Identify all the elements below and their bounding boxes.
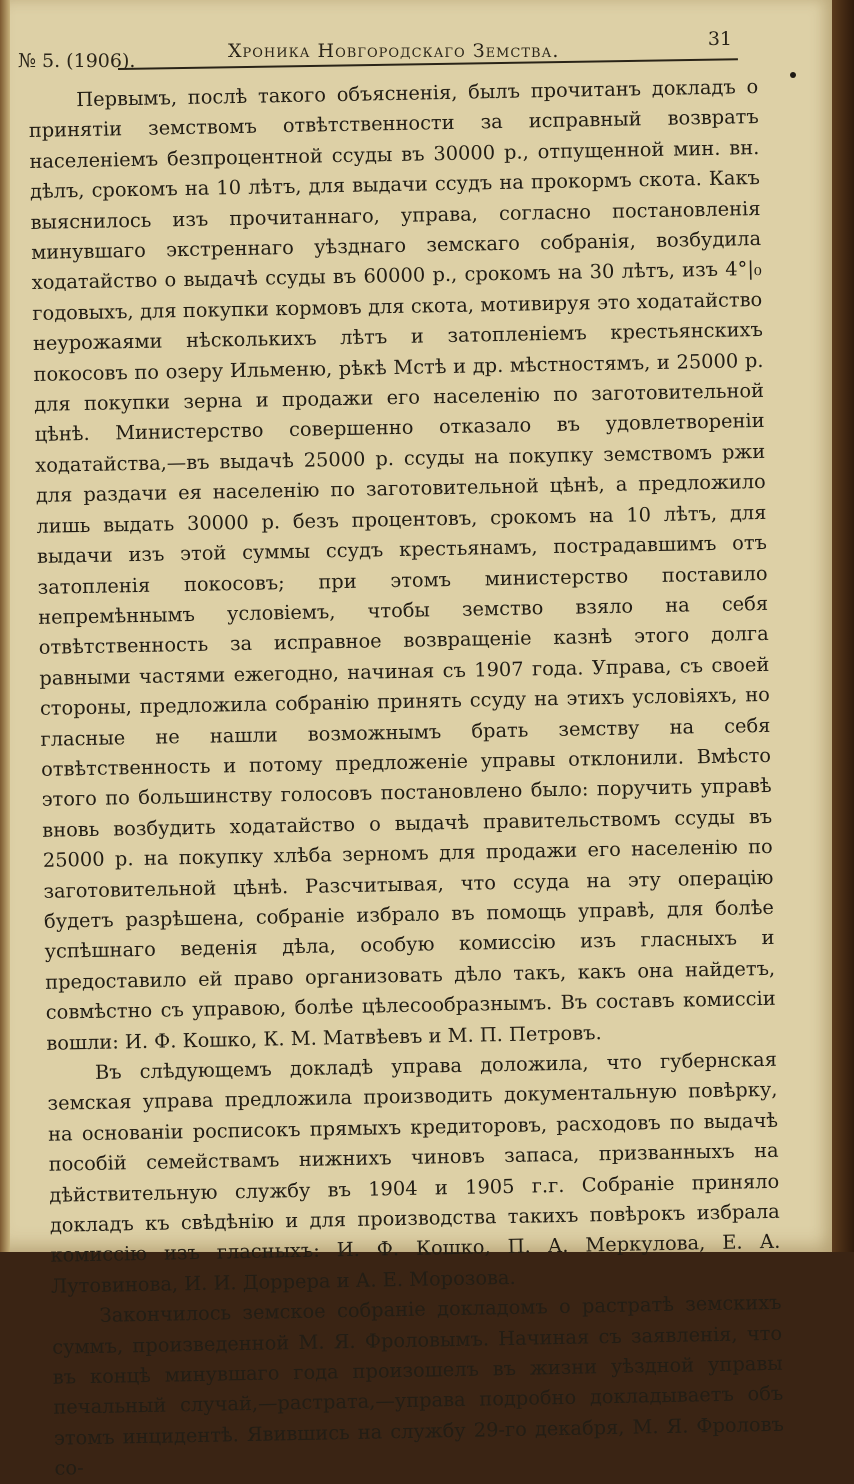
page-header	[18, 28, 738, 74]
paragraph-loan-report: Первымъ, послѣ такого объясненія, былъ прочитанъ докладъ о принятіи земствомъ отвѣтственности за исправный возвратъ населеніемъ безпроцентной ссуды въ 30000 р., отпущенной мин. вн. дѣлъ, срокомъ на 10 лѣтъ, для выдачи ссудъ на прокормъ скота. Какъ выяснилось изъ прочитаннаго, управа, согласно постановленія минувшаго экстреннаго уѣзднаго земскаго собранія, возбудила ходатайство о выдачѣ ссуды въ 60000 р., срокомъ на 30 лѣтъ, изъ 4°|₀ годовыхъ, для покупки кормовъ для скота, мотивируя это ходатайство неурожаями нѣсколькихъ лѣтъ и затопленіемъ крестьянскихъ покосовъ по озеру Ильменю, рѣкѣ Мстѣ и др. мѣстностямъ, и 25000 р. для покупки зерна и продажи его населенію по заготовительной цѣнѣ. Министерство совершенно отказало въ удовлетвореніи ходатайства,—въ выдачѣ 25000 р. ссуды на покупку земствомъ ржи для раздачи ея населенію по заготовительной цѣнѣ, а предложило лишь выдать 30000 р. безъ процентовъ, срокомъ на 10 лѣтъ, для выдачи изъ этой суммы ссудъ крестьянамъ, пострадавшимъ отъ затопленія покосовъ; при этомъ министерство поставило непремѣннымъ условіемъ, чтобы земство взяло на себя отвѣтственность за исправное возвращеніе казнѣ этого долга равными частями ежегодно, начиная съ 1907 года. Управа, съ своей стороны, предложила собранію принять ссуду на этихъ условіяхъ, но гласные не нашли возможнымъ брать земству на себя отвѣтственность и потому предложеніе управы отклонили. Вмѣсто этого по большинству голосовъ постановлено было: поручить управѣ вновь возбудить ходатайство о выдачѣ правительствомъ ссуды въ 25000 р. на покупку хлѣба зерномъ для продажи его населенію по заготовительной цѣнѣ. Разсчитывая, что ссуда на эту операцію будетъ разрѣшена, собраніе избрало въ помощь управѣ, для болѣе успѣшнаго веденія дѣла, особую комиссію изъ гласныхъ и предоставило ей право организовать дѣло такъ, какъ она найдетъ, совмѣстно съ управою, болѣе цѣлесообразнымъ. Въ составъ комиссіи вошли: И. Ф. Кошко, К. М. Матвѣевъ и М. П. Петровъ.	[28, 74, 776, 1055]
running-title: Хроника Новгородскаго Земства.	[228, 40, 560, 62]
paragraph-audit-report: Въ слѣдующемъ докладѣ управа доложила, что губернская земская управа предложила производить документальную повѣрку, на основаніи росписокъ прямыхъ кредиторовъ, расходовъ по выдачѣ пособій семействамъ нижнихъ чиновъ запаса, призванныхъ на дѣйствительную службу въ 1904 и 1905 г.г. Собраніе приняло докладъ къ свѣдѣнію и для производства такихъ повѣрокъ избрала комиссію изъ гласныхъ: И. Ф. Кошко, П. А. Меркулова, Е. А. Лутовинова, И. И. Доррера и А. Е. Морозова.	[47, 1047, 781, 1298]
issue-number: № 5. (1906).	[18, 50, 136, 72]
paragraph-embezzlement-report: Закончилось земское собраніе докладомъ о растратѣ земскихъ суммъ, произведенной М. Я. Фроловымъ. Начиная съ заявленія, что въ концѣ минувшаго года произошелъ въ жизни уѣздной управы печальный случай,—растрата,—управа подробно докладываетъ объ этомъ инцидентѣ. Явившись на службу 29-го декабря, М. Я. Фроловъ со-	[51, 1291, 785, 1481]
ink-spot	[790, 72, 796, 78]
page-spine	[0, 0, 10, 1252]
page-edge	[832, 0, 854, 1252]
page-number: 31	[707, 28, 732, 50]
article-body	[28, 72, 785, 1484]
